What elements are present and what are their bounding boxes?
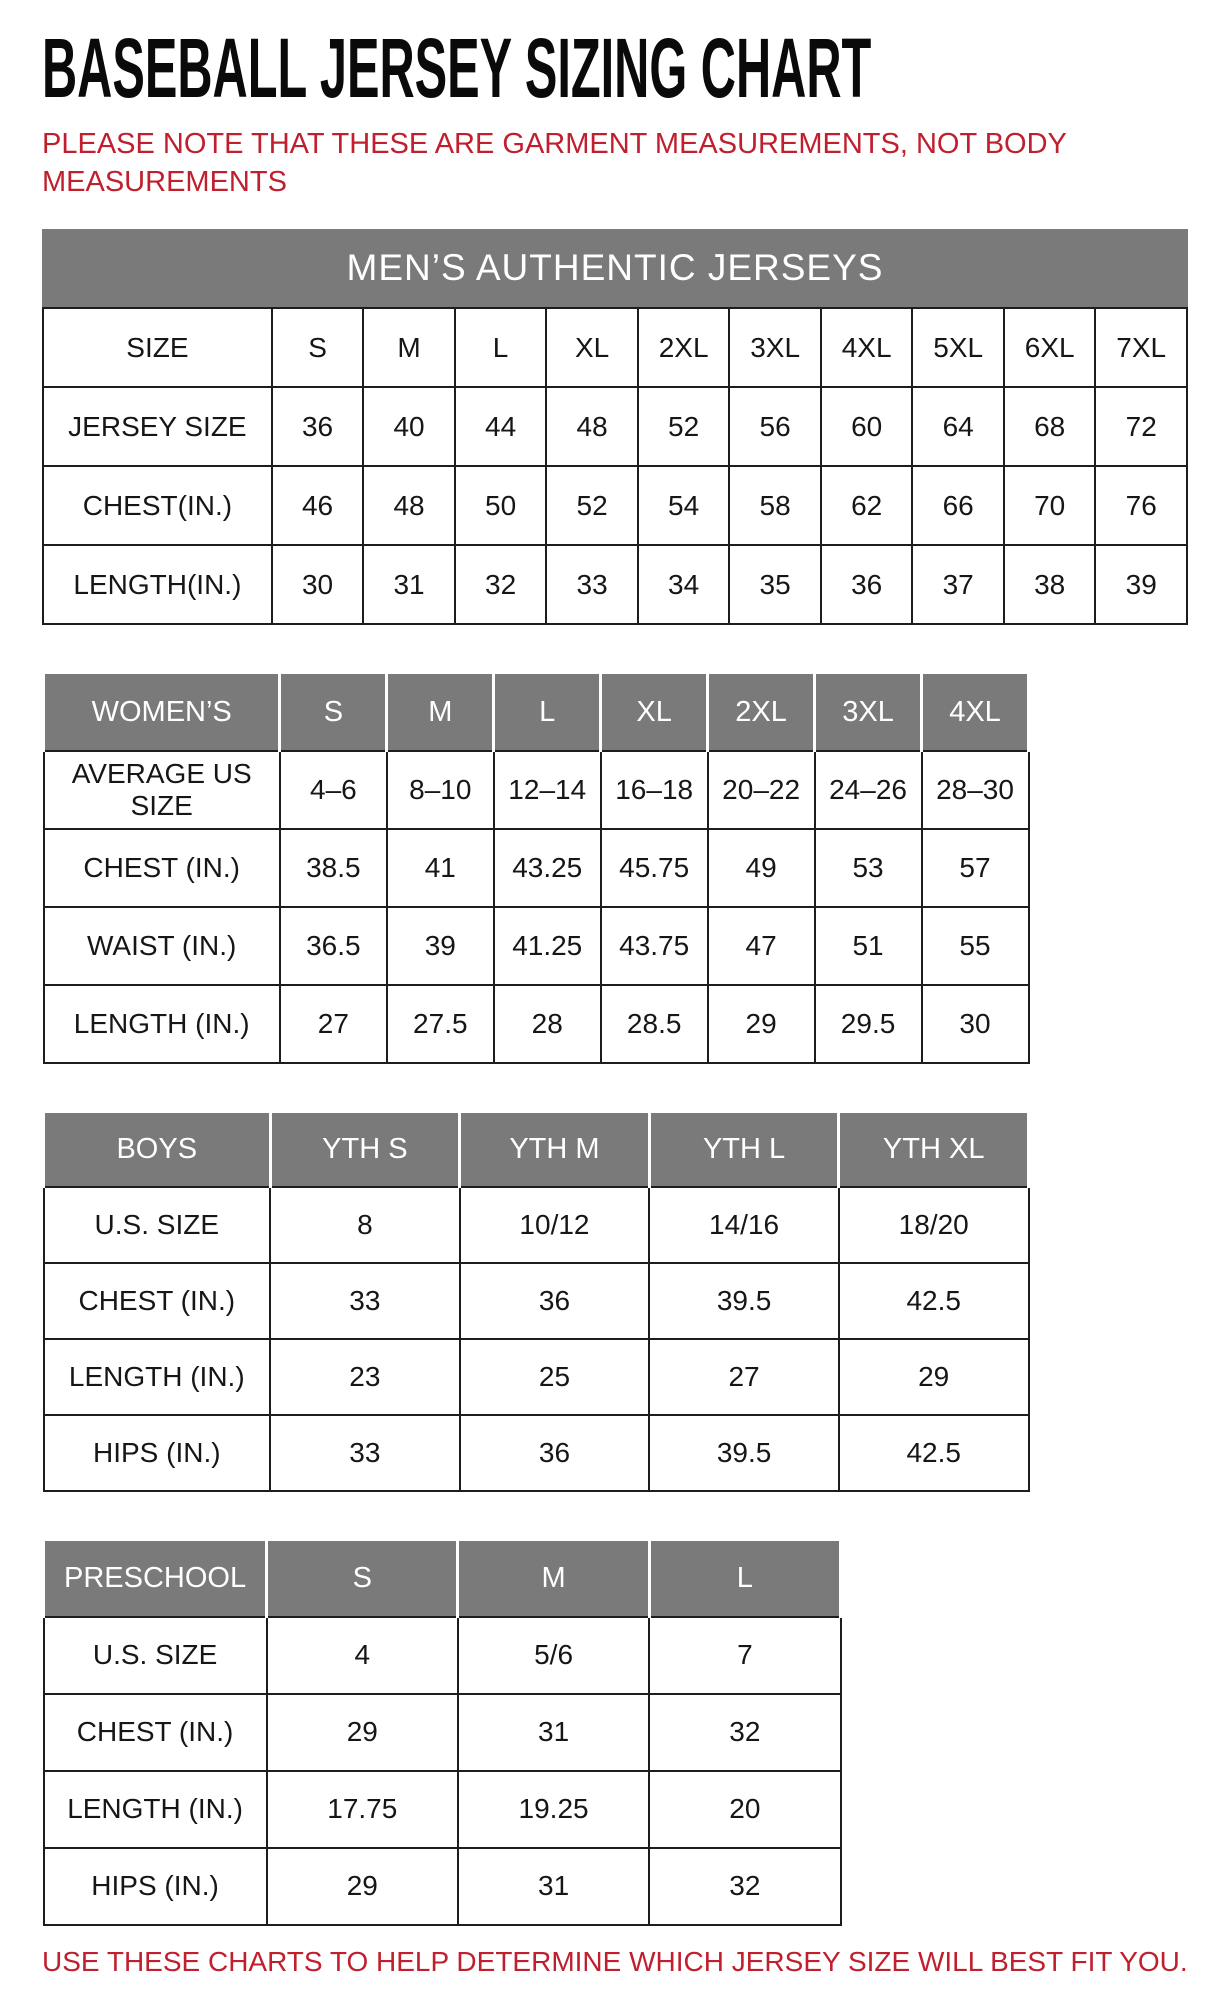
table-cell: 29 <box>708 985 815 1063</box>
table-cell: 19.25 <box>458 1771 649 1848</box>
table-cell: 5/6 <box>458 1617 649 1694</box>
row-label: SIZE <box>43 308 272 387</box>
preschool-length-row <box>44 1771 841 1848</box>
table-cell: 8 <box>270 1187 460 1263</box>
preschool-us-size-row <box>44 1617 841 1694</box>
table-cell: 36 <box>272 387 364 466</box>
row-label: U.S. SIZE <box>44 1617 267 1694</box>
table-cell: 55 <box>922 907 1029 985</box>
size-header-cell: M <box>387 673 494 751</box>
table-title-cell: WOMEN’S <box>44 673 280 751</box>
row-label: U.S. SIZE <box>44 1187 271 1263</box>
boys-chest-row <box>44 1263 1029 1339</box>
table-title-cell: BOYS <box>44 1111 271 1187</box>
mens-section <box>42 229 1190 625</box>
table-cell: 66 <box>912 466 1004 545</box>
size-header-cell: 4XL <box>922 673 1029 751</box>
table-cell: 32 <box>649 1694 840 1771</box>
table-title-cell: PRESCHOOL <box>44 1540 267 1617</box>
preschool-sizing-table <box>42 1538 842 1926</box>
table-cell: 62 <box>821 466 913 545</box>
row-label: CHEST (IN.) <box>44 1263 271 1339</box>
size-header-cell: YTH XL <box>839 1111 1029 1187</box>
womens-chest-row <box>44 829 1029 907</box>
table-cell: 33 <box>270 1263 460 1339</box>
table-cell: 43.25 <box>494 829 601 907</box>
row-label: LENGTH (IN.) <box>44 1771 267 1848</box>
table-cell: 32 <box>649 1848 840 1925</box>
table-cell: 49 <box>708 829 815 907</box>
page-title: BASEBALL JERSEY SIZING CHART <box>42 21 872 115</box>
table-cell: 36 <box>460 1415 650 1491</box>
table-cell: 30 <box>272 545 364 624</box>
table-cell: 39 <box>1095 545 1187 624</box>
table-cell: 7XL <box>1095 308 1187 387</box>
table-cell: 37 <box>912 545 1004 624</box>
table-cell: M <box>363 308 455 387</box>
table-cell: 32 <box>455 545 547 624</box>
table-cell: 35 <box>729 545 821 624</box>
table-cell: 4XL <box>821 308 913 387</box>
preschool-hips-row <box>44 1848 841 1925</box>
table-cell: 36.5 <box>280 907 387 985</box>
boys-section <box>42 1110 1190 1493</box>
womens-us-size-row <box>44 751 1029 829</box>
mens-chest-row <box>43 466 1187 545</box>
table-cell: 29 <box>267 1848 458 1925</box>
table-cell: 25 <box>460 1339 650 1415</box>
table-cell: 38.5 <box>280 829 387 907</box>
table-cell: 20 <box>649 1771 840 1848</box>
table-cell: 52 <box>546 466 638 545</box>
womens-section <box>42 671 1190 1064</box>
table-cell: 8–10 <box>387 751 494 829</box>
size-header-cell: XL <box>601 673 708 751</box>
row-label: HIPS (IN.) <box>44 1415 271 1491</box>
table-cell: 28–30 <box>922 751 1029 829</box>
row-label: CHEST (IN.) <box>44 1694 267 1771</box>
table-cell: 36 <box>460 1263 650 1339</box>
womens-sizing-table <box>42 671 1030 1064</box>
footer-note: USE THESE CHARTS TO HELP DETERMINE WHICH JERSEY SIZE WILL BEST FIT YOU. <box>42 1945 1188 1977</box>
row-label: LENGTH(IN.) <box>43 545 272 624</box>
table-cell: 28 <box>494 985 601 1063</box>
table-cell: 18/20 <box>839 1187 1029 1263</box>
boys-length-row <box>44 1339 1029 1415</box>
table-cell: 48 <box>546 387 638 466</box>
table-cell: 12–14 <box>494 751 601 829</box>
table-cell: 27 <box>280 985 387 1063</box>
size-header-cell: S <box>280 673 387 751</box>
table-cell: 5XL <box>912 308 1004 387</box>
table-cell: 14/16 <box>649 1187 839 1263</box>
size-header-cell: YTH S <box>270 1111 460 1187</box>
table-cell: 31 <box>458 1694 649 1771</box>
womens-header-row <box>44 673 1029 751</box>
table-cell: XL <box>546 308 638 387</box>
table-cell: 56 <box>729 387 821 466</box>
row-label: JERSEY SIZE <box>43 387 272 466</box>
table-cell: 40 <box>363 387 455 466</box>
table-cell: L <box>455 308 547 387</box>
table-cell: 31 <box>458 1848 649 1925</box>
size-header-cell: L <box>649 1540 840 1617</box>
table-cell: 39.5 <box>649 1263 839 1339</box>
size-header-cell: YTH L <box>649 1111 839 1187</box>
table-cell: 39 <box>387 907 494 985</box>
mens-size-row <box>43 308 1187 387</box>
row-label: HIPS (IN.) <box>44 1848 267 1925</box>
table-cell: 28.5 <box>601 985 708 1063</box>
size-header-cell: 3XL <box>815 673 922 751</box>
table-cell: 27 <box>649 1339 839 1415</box>
table-cell: 41 <box>387 829 494 907</box>
table-cell: 38 <box>1004 545 1096 624</box>
table-cell: S <box>272 308 364 387</box>
size-header-cell: 2XL <box>708 673 815 751</box>
table-cell: 42.5 <box>839 1415 1029 1491</box>
mens-sizing-table <box>42 307 1188 625</box>
table-cell: 36 <box>821 545 913 624</box>
table-cell: 24–26 <box>815 751 922 829</box>
table-cell: 7 <box>649 1617 840 1694</box>
table-cell: 50 <box>455 466 547 545</box>
table-cell: 34 <box>638 545 730 624</box>
preschool-section <box>42 1538 1190 1926</box>
table-cell: 45.75 <box>601 829 708 907</box>
size-header-cell: M <box>458 1540 649 1617</box>
garment-measurements-note: PLEASE NOTE THAT THESE ARE GARMENT MEASUREMENTS, NOT BODY MEASUREMENTS <box>42 128 1067 198</box>
table-cell: 29 <box>839 1339 1029 1415</box>
mens-jersey-size-row <box>43 387 1187 466</box>
table-cell: 57 <box>922 829 1029 907</box>
table-cell: 47 <box>708 907 815 985</box>
table-cell: 42.5 <box>839 1263 1029 1339</box>
table-cell: 58 <box>729 466 821 545</box>
table-cell: 31 <box>363 545 455 624</box>
table-cell: 54 <box>638 466 730 545</box>
preschool-header-row <box>44 1540 841 1617</box>
boys-hips-row <box>44 1415 1029 1491</box>
size-header-cell: L <box>494 673 601 751</box>
table-cell: 39.5 <box>649 1415 839 1491</box>
table-cell: 20–22 <box>708 751 815 829</box>
preschool-chest-row <box>44 1694 841 1771</box>
table-cell: 52 <box>638 387 730 466</box>
table-cell: 46 <box>272 466 364 545</box>
mens-banner: MEN’S AUTHENTIC JERSEYS <box>42 229 1188 307</box>
table-cell: 64 <box>912 387 1004 466</box>
row-label: LENGTH (IN.) <box>44 985 280 1063</box>
table-cell: 23 <box>270 1339 460 1415</box>
table-cell: 60 <box>821 387 913 466</box>
mens-length-row <box>43 545 1187 624</box>
row-label: CHEST (IN.) <box>44 829 280 907</box>
table-cell: 3XL <box>729 308 821 387</box>
table-cell: 70 <box>1004 466 1096 545</box>
womens-waist-row <box>44 907 1029 985</box>
table-cell: 33 <box>270 1415 460 1491</box>
size-header-cell: YTH M <box>460 1111 650 1187</box>
size-header-cell: S <box>267 1540 458 1617</box>
row-label: AVERAGE US SIZE <box>44 751 280 829</box>
table-cell: 68 <box>1004 387 1096 466</box>
row-label: CHEST(IN.) <box>43 466 272 545</box>
table-cell: 43.75 <box>601 907 708 985</box>
table-cell: 17.75 <box>267 1771 458 1848</box>
boys-us-size-row <box>44 1187 1029 1263</box>
table-cell: 27.5 <box>387 985 494 1063</box>
boys-sizing-table <box>42 1110 1030 1493</box>
table-cell: 6XL <box>1004 308 1096 387</box>
table-cell: 16–18 <box>601 751 708 829</box>
table-cell: 76 <box>1095 466 1187 545</box>
table-cell: 30 <box>922 985 1029 1063</box>
table-cell: 29.5 <box>815 985 922 1063</box>
table-cell: 33 <box>546 545 638 624</box>
table-cell: 2XL <box>638 308 730 387</box>
table-cell: 48 <box>363 466 455 545</box>
womens-length-row <box>44 985 1029 1063</box>
table-cell: 10/12 <box>460 1187 650 1263</box>
table-cell: 29 <box>267 1694 458 1771</box>
boys-header-row <box>44 1111 1029 1187</box>
table-cell: 4 <box>267 1617 458 1694</box>
row-label: WAIST (IN.) <box>44 907 280 985</box>
table-cell: 51 <box>815 907 922 985</box>
table-cell: 4–6 <box>280 751 387 829</box>
table-cell: 44 <box>455 387 547 466</box>
table-cell: 41.25 <box>494 907 601 985</box>
table-cell: 53 <box>815 829 922 907</box>
row-label: LENGTH (IN.) <box>44 1339 271 1415</box>
table-cell: 72 <box>1095 387 1187 466</box>
